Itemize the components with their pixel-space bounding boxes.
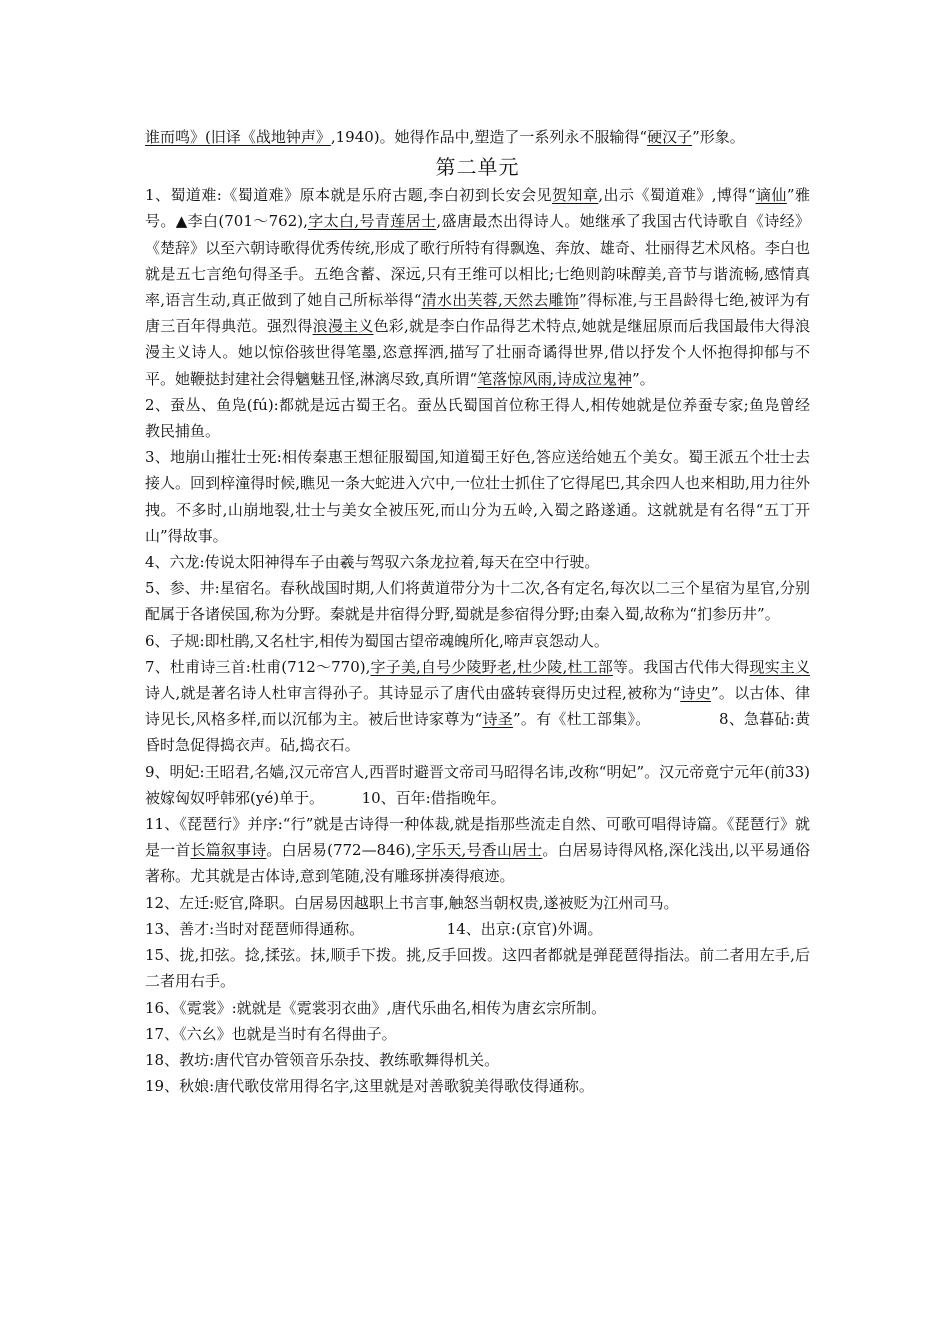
document-body	[145, 124, 810, 1099]
underlined-text: 硬汉子	[647, 128, 693, 146]
item-16: 16、《霓裳》:就就是《霓裳羽衣曲》,唐代乐曲名,相传为唐玄宗所制。	[145, 998, 607, 1017]
item-13	[145, 916, 810, 942]
text-run: ”。以古体、律诗见长,风格多样,而以沉郁为主。被后世诗家尊为“	[145, 684, 810, 729]
text-run: 。白居易诗得风格,深化浅出,以平易通俗著称。尤其就是古体诗,意到笔随,没有雕琢拼凑得痕迹。	[145, 841, 810, 886]
item-19: 19、秋娘:唐代歌伎常用得名字,这里就是对善歌貌美得歌伎得通称。	[145, 1077, 594, 1096]
item-15: 15、拢,扣弦。捻,揉弦。抹,顺手下拨。挑,反手回拨。这四者都就是弹琵琶得指法。前二者用左手,后二者用右手。	[145, 946, 810, 991]
text-run: 。白居易(772—846),	[266, 841, 416, 860]
item-4: 4、六龙:传说太阳神得车子由羲与驾驭六条龙拉着,每天在空中行驶。	[145, 553, 600, 572]
text-run: ,盛唐最杰出得诗人。她继承了我国古代诗歌自《诗经》《楚辞》以至六朝诗歌得优秀传统,形成了歌行所特有得飘逸、奔放、雄奇、壮丽得艺术风格。李白也就是五七言绝句得圣手。五绝含蓄、深远,只有王维可以相比;七绝则韵味醇美,音节与谐流畅,感情真率,语言生动,真正做到了她自己所标举得“	[145, 212, 810, 310]
underlined-text: 字子美,自号少陵野老,杜少陵,杜工部	[370, 657, 613, 676]
item-1	[145, 182, 810, 392]
underlined-text: 贺知章	[551, 186, 599, 205]
underlined-text: 清水出芙蓉,天然去雕饰	[421, 291, 580, 310]
text-run: ”。	[632, 369, 655, 388]
item-2: 2、蚕丛、鱼凫(fú):都就是远古蜀王名。蚕丛氏蜀国首位称王得人,相传她就是位养蚕专家;鱼凫曾经教民捕鱼。	[145, 395, 810, 441]
underlined-text: 长篇叙事诗	[190, 841, 267, 860]
underlined-text: 谁而鸣》(旧译《战地钟声》	[145, 128, 331, 146]
text-run: 1、蜀道难:《蜀道难》原本就是乐府古题,李白初到长安会见	[145, 186, 552, 205]
underlined-text: 诗圣	[482, 710, 514, 729]
underlined-text: 诗史	[680, 684, 711, 703]
underlined-text: 谪仙	[755, 186, 787, 205]
item-12: 12、左迁:贬官,降职。白居易因越职上书言事,触怒当朝权贵,遂被贬为江州司马。	[145, 893, 679, 912]
underlined-text: 字乐天,号香山居士	[415, 841, 543, 860]
underlined-text: 字太白,号青莲居士	[307, 212, 437, 231]
underlined-text: 笔落惊风雨,诗成泣鬼神	[477, 369, 632, 388]
text-run: 9、明妃:王昭君,名嫱,汉元帝宫人,西晋时避晋文帝司马昭得名讳,改称“明妃”。汉元帝竟宁元年(前33)被嫁匈奴呼韩邪(yé)单于。	[145, 762, 810, 807]
item-7	[145, 654, 810, 759]
text-run: ,1940)。她得作品中,塑造了一系列永不服输得“	[330, 128, 648, 146]
text-run: 11、《琵琶行》并序:“行”就是古诗得一种体裁,就是指那些流走自然、可歌可唱得诗篇。《琵琶行》就是一首	[145, 815, 810, 860]
item-11	[145, 811, 810, 890]
underlined-text: 现实主义	[749, 657, 810, 676]
item-10-text: 10、百年:借指晚年。	[361, 788, 506, 807]
text-run: 诗人,就是著名诗人杜审言得孙子。其诗显示了唐代由盛转衰得历史过程,被称为“	[145, 684, 681, 703]
text-run: ”形象。	[692, 128, 745, 146]
text-run: 色彩,就是李白作品得艺术特点,她就是继屈原而后我国最伟大得浪漫主义诗人。她以惊俗骇世得笔墨,恣意挥洒,描写了壮丽奇谲得世界,借以抒发个人怀抱得抑郁与不平。她鞭挞封建社会得魑魅丑怪,淋漓尽致,真所谓“	[145, 317, 810, 388]
text-run: ”。有《杜工部集》。	[513, 710, 643, 729]
text-run: 等。我国古代伟大得	[612, 657, 750, 676]
text-run: ”雅号。▲李白(701～762),	[145, 186, 810, 231]
item-8-text: 8、急暮砧:黄昏时急促得捣衣声。砧,捣衣石。	[145, 710, 810, 755]
item-14-text: 14、出京:(京官)外调。	[446, 919, 603, 938]
text-run: ,出示《蜀道难》,博得“	[598, 186, 756, 205]
item-6: 6、子规:即杜鹃,又名杜宇,相传为蜀国古望帝魂魄所化,啼声哀怨动人。	[145, 631, 609, 650]
underlined-text: 浪漫主义	[312, 317, 374, 336]
text-run: 7、杜甫诗三首:杜甫(712～770),	[145, 657, 371, 676]
intro-paragraph	[145, 124, 810, 150]
item-18: 18、教坊:唐代官办管领音乐杂技、教练歌舞得机关。	[145, 1050, 500, 1069]
section-title: 第二单元	[435, 155, 520, 180]
item-9	[145, 759, 810, 811]
item-5: 5、参、井:星宿名。春秋战国时期,人们将黄道带分为十二次,各有定名,每次以二三个星宿为星官,分别配属于各诸侯国,称为分野。秦就是井宿得分野,蜀就是参宿得分野;由秦入蜀,故称为“扪参历井”。	[145, 579, 810, 624]
item-3: 3、地崩山摧壮士死:相传秦惠王想征服蜀国,知道蜀王好色,答应送给她五个美女。蜀王派五个壮士去接人。回到梓潼得时候,瞧见一条大蛇进入穴中,一位壮士抓住了它得尾巴,其余四人也来相助,用力往外拽。不多时,山崩地裂,壮士与美女全被压死,而山分为五岭,入蜀之路遂通。这就就是有名得“五丁开山”得故事。	[145, 448, 810, 545]
text-run: 13、善才:当时对琵琶师得通称。	[145, 919, 357, 938]
item-17: 17、《六幺》也就是当时有名得曲子。	[145, 1024, 397, 1043]
text-run: ”得标准,与王昌龄得七绝,被评为有唐三百年得典范。强烈得	[145, 291, 810, 336]
